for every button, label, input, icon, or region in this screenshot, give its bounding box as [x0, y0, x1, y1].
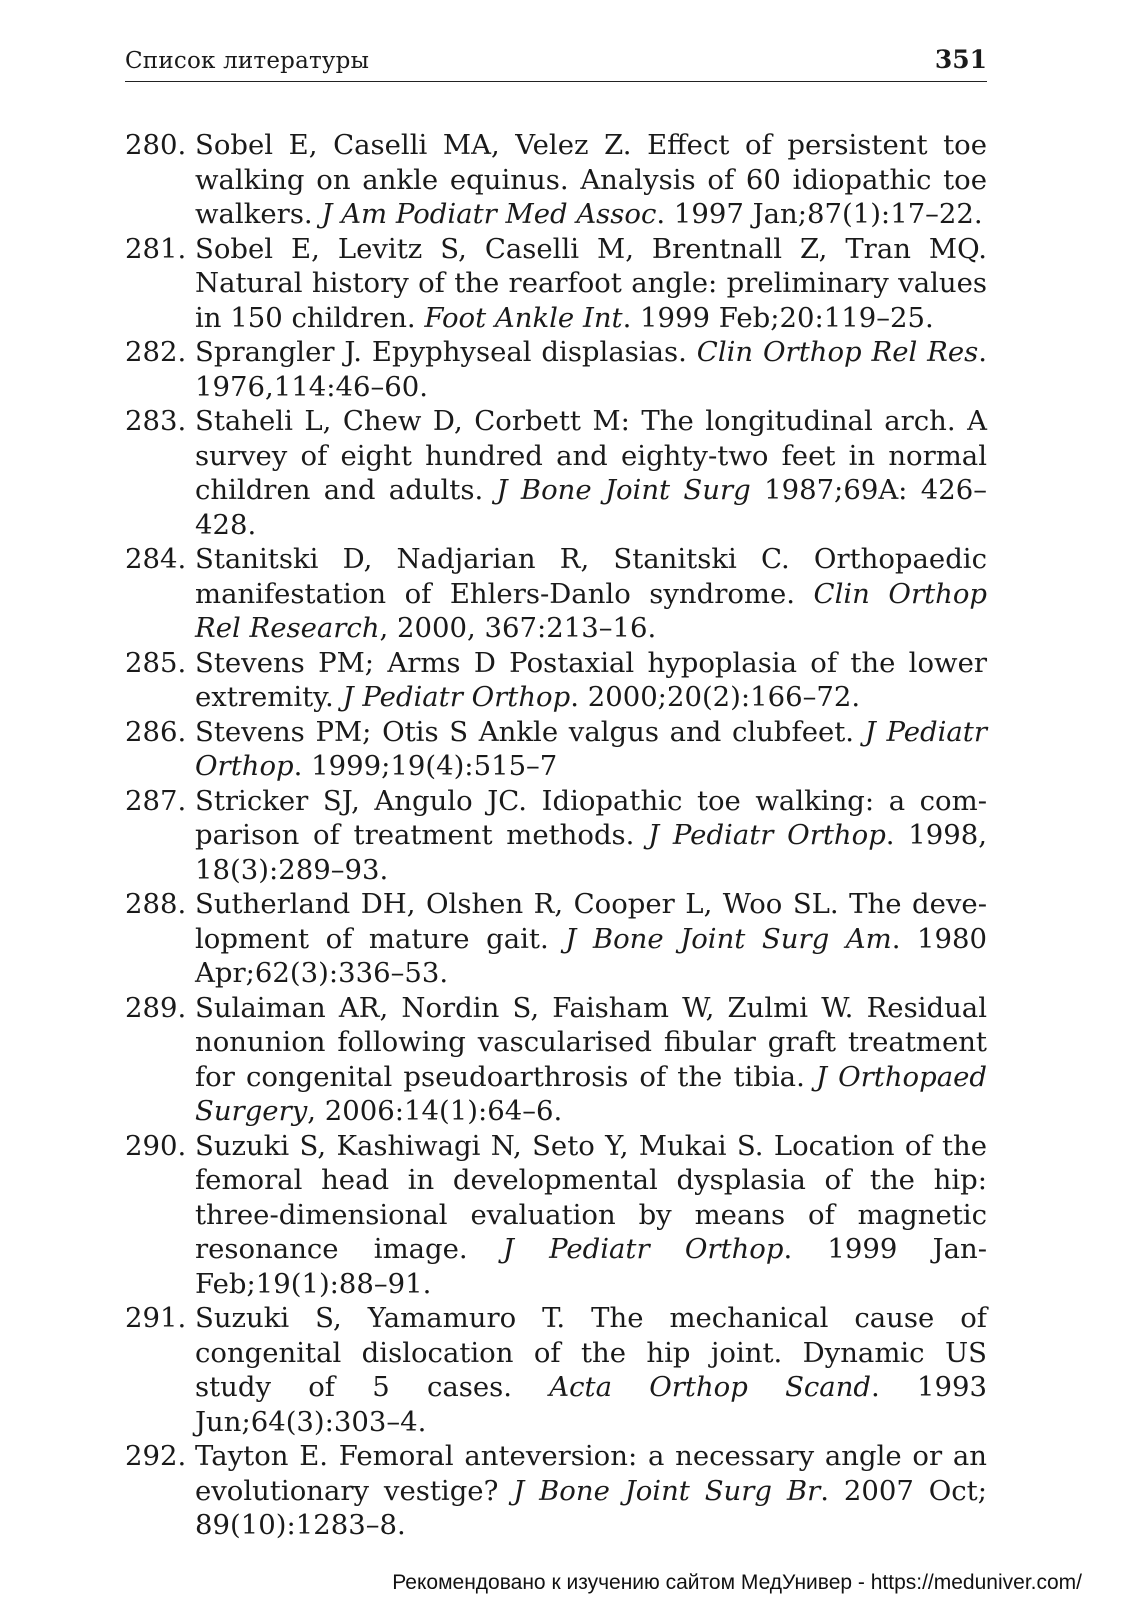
reference-text — [195, 542, 987, 646]
reference-number: 280. — [125, 129, 187, 161]
reference-details: . 1976,114:46–60. — [195, 336, 987, 403]
reference-number: 289. — [125, 991, 187, 1024]
reference-authors-title: Tayton E. Femoral anteversion: a necessary angle or an evolutionary vestige? — [195, 1440, 987, 1507]
reference-number: 283. — [125, 405, 187, 437]
reference-authors-title: Suzuki S, Kashiwagi N, Seto Y, Mukai S. Location of the femoral head in developmental dysplasia of the hip: three-dimensional evaluation by means of magnetic resonance image. — [195, 1129, 987, 1265]
reference-details: . 1999 Feb;20:119–25. — [622, 301, 934, 334]
reference-item — [125, 784, 987, 888]
reference-item — [125, 335, 987, 404]
reference-journal: J Am Podiatr Med Assoc — [321, 198, 657, 230]
reference-item — [125, 1301, 987, 1439]
reference-authors-title: Staheli L, Chew D, Corbett M: The longitudinal arch. A survey of eight hundred and eighty-two feet in normal children and adults. — [195, 405, 987, 506]
reference-list — [125, 128, 987, 1543]
reference-item — [125, 715, 987, 784]
reference-text — [195, 232, 987, 336]
reference-journal: Clin Orthop Rel Res — [696, 336, 979, 368]
reference-number: 292. — [125, 1440, 187, 1472]
page-number: 351 — [934, 45, 987, 74]
reference-text — [195, 128, 987, 232]
reference-journal: J Pediatr Orthop — [502, 1233, 784, 1265]
reference-journal: Acta Orthop Scand — [549, 1371, 872, 1403]
reference-authors-title: Sobel E, Caselli MA, Velez Z. Effect of persistent toe walking on ankle equinus. Analysis of 60 idiopathic toe walkers. — [195, 129, 987, 230]
reference-journal: Clin Orthop Rel Research — [195, 577, 988, 644]
reference-details: . 1997 Jan;87(1):17–22. — [656, 198, 983, 230]
reference-journal: Foot Ankle Int — [424, 301, 623, 334]
reference-authors-title: Sulaiman AR, Nordin S, Faisham W, Zulmi W. Residual nonunion following vascularised fibular graft treatment for congenital pseudoarthrosis of the tibia. — [195, 991, 987, 1093]
reference-number: 287. — [125, 784, 187, 817]
reference-text — [195, 1129, 987, 1302]
reference-item — [125, 887, 987, 991]
reference-number: 281. — [125, 232, 187, 265]
reference-details: . 1980 Apr;62(3):336–53. — [195, 922, 987, 989]
reference-number: 284. — [125, 543, 187, 575]
reference-number: 291. — [125, 1302, 187, 1334]
reference-text — [195, 1439, 987, 1543]
reference-journal: J Pediatr Orthop — [195, 715, 987, 782]
reference-details: . 1999;19(4):515–7 — [293, 750, 558, 782]
page-header — [125, 45, 987, 82]
reference-details: . 1999 Jan-Feb;19(1):88–91. — [195, 1233, 987, 1300]
reference-text — [195, 784, 987, 888]
reference-item — [125, 1129, 987, 1302]
reference-authors-title: Suzuki S, Yamamuro T. The mechanical cause of congenital dislocation of the hip joint. Dynamic US study of 5 cases. — [195, 1302, 987, 1403]
reference-details: , 2006:14(1):64–6. — [307, 1095, 563, 1127]
reference-number: 282. — [125, 336, 187, 368]
reference-journal: J Bone Joint Surg Br — [513, 1474, 821, 1507]
reference-text — [195, 646, 987, 715]
running-title: Список литературы — [125, 48, 370, 74]
reference-details: . 2007 Oct; 89(10):1283–8. — [195, 1474, 987, 1541]
reference-item — [125, 232, 987, 336]
reference-authors-title: Stevens PM; Arms D Postaxial hypoplasia of the lower extremity. — [195, 646, 987, 713]
reference-authors-title: Stricker SJ, Angulo JC. Idiopathic toe walking: a comparison of treatment methods. — [195, 784, 987, 851]
reference-text — [195, 991, 987, 1129]
reference-authors-title: Stanitski D, Nadjarian R, Stanitski C. Orthopaedic manifestation of Ehlers-Danlo syndrome. — [195, 543, 987, 610]
reference-details: , 2000, 367:213–16. — [379, 612, 657, 644]
reference-item — [125, 1439, 987, 1543]
reference-authors-title: Sprangler J. Epyphyseal displasias. — [195, 336, 687, 368]
reference-authors-title: Sutherland DH, Olshen R, Cooper L, Woo SL. The development of mature gait. — [195, 888, 987, 955]
reference-journal: J Bone Joint Surg — [496, 474, 751, 506]
reference-text — [195, 335, 987, 404]
reference-number: 290. — [125, 1129, 187, 1162]
reference-item — [125, 542, 987, 646]
reference-authors-title: Stevens PM; Otis S Ankle valgus and clubfeet. — [195, 715, 855, 748]
reference-number: 286. — [125, 715, 187, 748]
reference-item — [125, 128, 987, 232]
reference-journal: J Orthopaed Surgery — [195, 1060, 987, 1127]
reference-details: . 2000;20(2):166–72. — [570, 681, 861, 713]
reference-journal: J Pediatr Orthop — [648, 819, 886, 851]
reference-number: 288. — [125, 888, 187, 920]
reference-details: . 1993 Jun;64(3):303–4. — [195, 1371, 987, 1438]
reference-journal: J Bone Joint Surg Am — [565, 922, 892, 955]
reference-text — [195, 404, 987, 542]
reference-item — [125, 646, 987, 715]
reference-details: . 1998, 18(3):289–93. — [195, 819, 987, 886]
source-watermark: Рекомендовано к изучению сайтом МедУнивер - https://meduniver.com/ — [392, 1571, 1082, 1594]
reference-journal: J Pediatr Orthop — [342, 681, 571, 713]
reference-text — [195, 1301, 987, 1439]
reference-number: 285. — [125, 646, 187, 679]
reference-authors-title: Sobel E, Levitz S, Caselli M, Brentnall Z, Tran MQ. Natural history of the rearfoot angle: preliminary values in 150 children. — [195, 232, 987, 334]
reference-text — [195, 715, 987, 784]
reference-item — [125, 991, 987, 1129]
reference-details: 1987;69A: 426–428. — [195, 474, 988, 541]
reference-text — [195, 887, 987, 991]
reference-item — [125, 404, 987, 542]
